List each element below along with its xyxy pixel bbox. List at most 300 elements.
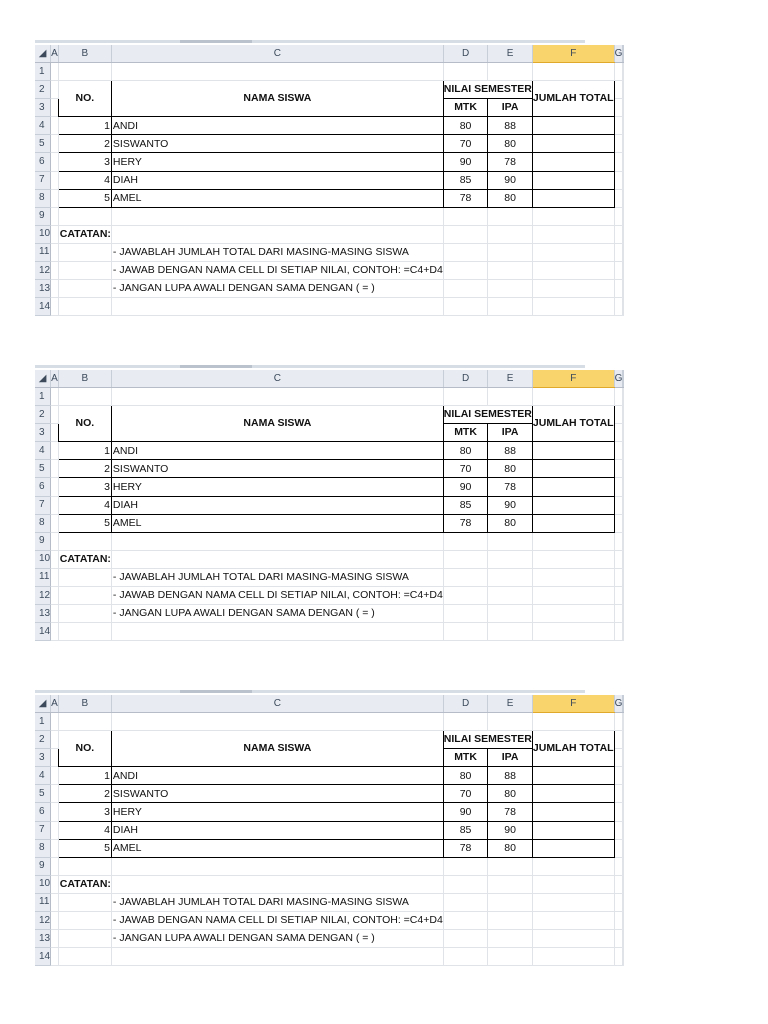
cell[interactable] [51,893,59,911]
cell[interactable] [614,839,623,857]
cell[interactable] [58,388,111,406]
cell[interactable] [51,749,59,767]
cell[interactable] [51,225,59,243]
cell[interactable] [51,424,59,442]
row-header[interactable]: 1 [35,63,51,81]
student-total[interactable] [532,460,614,478]
cell[interactable] [614,171,623,189]
cell[interactable] [614,81,623,99]
student-no[interactable]: 5 [58,189,111,207]
cell[interactable] [623,731,624,749]
student-name[interactable]: SISWANTO [111,135,443,153]
cell[interactable] [51,388,59,406]
cell[interactable] [51,262,59,280]
row-header[interactable]: 1 [35,388,51,406]
cell[interactable] [614,63,623,81]
cell[interactable] [51,785,59,803]
cell[interactable] [623,442,624,460]
row-header[interactable]: 6 [35,803,51,821]
cell[interactable] [623,81,624,99]
cell[interactable] [614,875,623,893]
header-jumlah-total[interactable]: JUMLAH TOTAL [532,731,614,767]
cell[interactable] [623,424,624,442]
cell[interactable] [614,442,623,460]
student-name[interactable]: HERY [111,803,443,821]
student-no[interactable]: 4 [58,821,111,839]
cell[interactable] [488,857,533,875]
row-header[interactable]: 4 [35,767,51,785]
student-no[interactable]: 2 [58,135,111,153]
cell[interactable] [532,298,614,316]
column-header-d[interactable]: D [443,695,488,713]
student-ipa[interactable]: 90 [488,821,533,839]
student-total[interactable] [532,496,614,514]
cell[interactable] [51,117,59,135]
cell[interactable] [443,948,488,966]
cell[interactable] [488,912,533,930]
student-no[interactable]: 4 [58,171,111,189]
student-total[interactable] [532,153,614,171]
cell[interactable] [623,135,624,153]
row-header[interactable]: 4 [35,442,51,460]
cell[interactable] [614,225,623,243]
cell[interactable] [488,550,533,568]
cell[interactable] [111,948,443,966]
cell[interactable] [51,587,59,605]
column-header-d[interactable]: D [443,45,488,63]
cell[interactable] [111,63,443,81]
cell[interactable] [532,388,614,406]
cell[interactable] [443,532,488,550]
column-header-f[interactable]: F [532,695,614,713]
student-total[interactable] [532,839,614,857]
cell[interactable] [623,550,624,568]
cell[interactable] [614,280,623,298]
student-total[interactable] [532,442,614,460]
cell[interactable] [488,207,533,225]
cell[interactable] [111,713,443,731]
row-header[interactable]: 8 [35,189,51,207]
cell[interactable] [51,713,59,731]
student-total[interactable] [532,767,614,785]
student-mtk[interactable]: 70 [443,785,488,803]
cell[interactable] [614,460,623,478]
cell[interactable] [623,117,624,135]
cell[interactable] [51,63,59,81]
cell[interactable] [532,532,614,550]
cell[interactable] [623,225,624,243]
note-line[interactable]: - JAWAB DENGAN NAMA CELL DI SETIAP NILAI, CONTOH: =C4+D4 [111,262,443,280]
student-total[interactable] [532,171,614,189]
cell[interactable] [623,875,624,893]
student-mtk[interactable]: 90 [443,803,488,821]
column-header-e[interactable]: E [488,45,533,63]
student-mtk[interactable]: 85 [443,171,488,189]
header-jumlah-total[interactable]: JUMLAH TOTAL [532,81,614,117]
cell[interactable] [443,713,488,731]
cell[interactable] [111,875,443,893]
row-header[interactable]: 14 [35,948,51,966]
cell[interactable] [614,623,623,641]
cell[interactable] [488,243,533,261]
cell[interactable] [111,388,443,406]
header-mtk[interactable]: MTK [443,99,488,117]
cell[interactable] [623,623,624,641]
student-mtk[interactable]: 80 [443,442,488,460]
student-name[interactable]: SISWANTO [111,785,443,803]
column-header-f[interactable]: F [532,370,614,388]
cell[interactable] [58,912,111,930]
cell[interactable] [532,280,614,298]
header-mtk[interactable]: MTK [443,424,488,442]
column-header-a[interactable]: A [51,370,59,388]
note-line[interactable]: - JANGAN LUPA AWALI DENGAN SAMA DENGAN ( = ) [111,280,443,298]
cell[interactable] [623,839,624,857]
cell[interactable] [51,153,59,171]
student-ipa[interactable]: 88 [488,117,533,135]
cell[interactable] [623,948,624,966]
cell[interactable] [532,207,614,225]
cell[interactable] [488,605,533,623]
student-no[interactable]: 5 [58,514,111,532]
student-no[interactable]: 1 [58,117,111,135]
student-total[interactable] [532,478,614,496]
student-ipa[interactable]: 90 [488,496,533,514]
column-header-e[interactable]: E [488,695,533,713]
cell[interactable] [111,532,443,550]
cell[interactable] [532,225,614,243]
cell[interactable] [111,550,443,568]
cell[interactable] [488,713,533,731]
cell[interactable] [623,243,624,261]
cell[interactable] [532,568,614,586]
cell[interactable] [443,930,488,948]
cell[interactable] [51,207,59,225]
cell[interactable] [614,803,623,821]
row-header[interactable]: 3 [35,99,51,117]
cell[interactable] [488,280,533,298]
cell[interactable] [488,388,533,406]
cell[interactable] [614,406,623,424]
cell[interactable] [51,623,59,641]
cell[interactable] [51,912,59,930]
column-header-g[interactable]: G [614,695,623,713]
cell[interactable] [623,388,624,406]
cell[interactable] [614,749,623,767]
note-line[interactable]: - JANGAN LUPA AWALI DENGAN SAMA DENGAN ( = ) [111,605,443,623]
cell[interactable] [488,623,533,641]
cell[interactable] [623,63,624,81]
cell[interactable] [58,930,111,948]
cell[interactable] [623,912,624,930]
cell[interactable] [614,893,623,911]
cell[interactable] [623,568,624,586]
cell[interactable] [623,821,624,839]
cell[interactable] [51,875,59,893]
row-header[interactable]: 1 [35,713,51,731]
row-header[interactable]: 13 [35,280,51,298]
student-total[interactable] [532,189,614,207]
cell[interactable] [532,587,614,605]
student-total[interactable] [532,785,614,803]
student-no[interactable]: 2 [58,785,111,803]
student-mtk[interactable]: 85 [443,821,488,839]
row-header[interactable]: 14 [35,298,51,316]
student-ipa[interactable]: 80 [488,514,533,532]
cell[interactable] [51,478,59,496]
student-mtk[interactable]: 70 [443,135,488,153]
student-ipa[interactable]: 78 [488,478,533,496]
cell[interactable] [443,63,488,81]
cell[interactable] [623,514,624,532]
student-mtk[interactable]: 78 [443,514,488,532]
row-header[interactable]: 4 [35,117,51,135]
student-name[interactable]: ANDI [111,442,443,460]
cell[interactable] [51,839,59,857]
student-no[interactable]: 1 [58,442,111,460]
column-header-next[interactable] [623,45,624,63]
cell[interactable] [532,262,614,280]
row-header[interactable]: 2 [35,406,51,424]
cell[interactable] [443,605,488,623]
student-mtk[interactable]: 70 [443,460,488,478]
cell[interactable] [532,930,614,948]
cell[interactable] [51,803,59,821]
cell[interactable] [623,298,624,316]
student-total[interactable] [532,803,614,821]
student-name[interactable]: AMEL [111,514,443,532]
cell[interactable] [51,731,59,749]
header-nilai-semester[interactable]: NILAI SEMESTER [443,731,532,749]
note-line[interactable]: - JAWABLAH JUMLAH TOTAL DARI MASING-MASING SISWA [111,568,443,586]
cell[interactable] [623,785,624,803]
cell[interactable] [623,189,624,207]
column-header-c[interactable]: C [111,45,443,63]
cell[interactable] [532,912,614,930]
row-header[interactable]: 3 [35,749,51,767]
cell[interactable] [623,207,624,225]
row-header[interactable]: 12 [35,912,51,930]
cell[interactable] [488,587,533,605]
cell[interactable] [623,496,624,514]
cell[interactable] [623,713,624,731]
cell[interactable] [614,135,623,153]
student-no[interactable]: 1 [58,767,111,785]
cell[interactable] [51,550,59,568]
cell[interactable] [51,605,59,623]
cell[interactable] [623,460,624,478]
column-header-a[interactable]: A [51,45,59,63]
cell[interactable] [488,532,533,550]
cell[interactable] [58,623,111,641]
cell[interactable] [58,280,111,298]
cell[interactable] [532,63,614,81]
student-mtk[interactable]: 85 [443,496,488,514]
header-nama-siswa[interactable]: NAMA SISWA [111,731,443,767]
header-no[interactable]: NO. [58,731,111,767]
cell[interactable] [51,280,59,298]
cell[interactable] [532,713,614,731]
row-header[interactable]: 12 [35,587,51,605]
row-header[interactable]: 10 [35,875,51,893]
row-header[interactable]: 10 [35,550,51,568]
cell[interactable] [614,514,623,532]
student-name[interactable]: SISWANTO [111,460,443,478]
cell[interactable] [623,532,624,550]
cell[interactable] [443,875,488,893]
cell[interactable] [614,388,623,406]
cell[interactable] [614,262,623,280]
cell[interactable] [58,298,111,316]
student-total[interactable] [532,135,614,153]
cell[interactable] [614,912,623,930]
header-jumlah-total[interactable]: JUMLAH TOTAL [532,406,614,442]
header-nilai-semester[interactable]: NILAI SEMESTER [443,81,532,99]
student-ipa[interactable]: 80 [488,189,533,207]
cell[interactable] [111,857,443,875]
row-header[interactable]: 5 [35,785,51,803]
column-header-g[interactable]: G [614,45,623,63]
column-header-a[interactable]: A [51,695,59,713]
student-ipa[interactable]: 80 [488,460,533,478]
column-header-c[interactable]: C [111,370,443,388]
note-line[interactable]: - JAWABLAH JUMLAH TOTAL DARI MASING-MASING SISWA [111,893,443,911]
student-name[interactable]: HERY [111,153,443,171]
student-ipa[interactable]: 78 [488,803,533,821]
row-header[interactable]: 7 [35,496,51,514]
cell[interactable] [614,189,623,207]
cell[interactable] [623,406,624,424]
cell[interactable] [111,207,443,225]
student-name[interactable]: AMEL [111,189,443,207]
cell[interactable] [614,948,623,966]
cell[interactable] [614,605,623,623]
cell[interactable] [51,930,59,948]
cell[interactable] [488,298,533,316]
cell[interactable] [51,857,59,875]
row-header[interactable]: 10 [35,225,51,243]
cell[interactable] [532,875,614,893]
cell[interactable] [614,731,623,749]
student-ipa[interactable]: 80 [488,839,533,857]
cell[interactable] [623,857,624,875]
cell[interactable] [51,171,59,189]
cell[interactable] [623,262,624,280]
cell[interactable] [443,388,488,406]
row-header[interactable]: 8 [35,839,51,857]
cell[interactable] [58,243,111,261]
cell[interactable] [614,99,623,117]
student-mtk[interactable]: 80 [443,767,488,785]
cell[interactable] [614,857,623,875]
student-mtk[interactable]: 90 [443,478,488,496]
cell[interactable] [51,243,59,261]
cell[interactable] [614,478,623,496]
column-header-f[interactable]: F [532,45,614,63]
cell[interactable] [623,587,624,605]
student-name[interactable]: ANDI [111,767,443,785]
cell[interactable] [51,948,59,966]
cell[interactable] [614,207,623,225]
column-header-c[interactable]: C [111,695,443,713]
row-header[interactable]: 7 [35,821,51,839]
row-header[interactable]: 5 [35,135,51,153]
student-no[interactable]: 3 [58,478,111,496]
row-header[interactable]: 12 [35,262,51,280]
cell[interactable] [614,424,623,442]
header-mtk[interactable]: MTK [443,749,488,767]
row-header[interactable]: 8 [35,514,51,532]
row-header[interactable]: 3 [35,424,51,442]
student-mtk[interactable]: 90 [443,153,488,171]
cell[interactable] [488,225,533,243]
cell[interactable] [614,117,623,135]
cell[interactable] [51,135,59,153]
student-name[interactable]: DIAH [111,496,443,514]
student-mtk[interactable]: 80 [443,117,488,135]
row-header[interactable]: 7 [35,171,51,189]
row-header[interactable]: 2 [35,81,51,99]
student-no[interactable]: 3 [58,153,111,171]
cell[interactable] [532,550,614,568]
header-no[interactable]: NO. [58,81,111,117]
cell[interactable] [443,550,488,568]
student-total[interactable] [532,514,614,532]
cell[interactable] [623,280,624,298]
row-header[interactable]: 9 [35,207,51,225]
cell[interactable] [51,568,59,586]
cell[interactable] [488,63,533,81]
row-header[interactable]: 6 [35,153,51,171]
cell[interactable] [58,532,111,550]
cell[interactable] [623,767,624,785]
row-header[interactable]: 5 [35,460,51,478]
cell[interactable] [51,532,59,550]
cell[interactable] [51,514,59,532]
cell[interactable] [51,99,59,117]
student-mtk[interactable]: 78 [443,189,488,207]
column-header-b[interactable]: B [58,695,111,713]
cell[interactable] [58,605,111,623]
cell[interactable] [623,99,624,117]
cell[interactable] [51,81,59,99]
header-nama-siswa[interactable]: NAMA SISWA [111,406,443,442]
cell[interactable] [614,298,623,316]
cell[interactable] [623,478,624,496]
header-nama-siswa[interactable]: NAMA SISWA [111,81,443,117]
cell[interactable] [443,298,488,316]
student-mtk[interactable]: 78 [443,839,488,857]
student-ipa[interactable]: 78 [488,153,533,171]
cell[interactable] [488,948,533,966]
student-total[interactable] [532,117,614,135]
student-ipa[interactable]: 80 [488,785,533,803]
cell[interactable] [58,207,111,225]
notes-title[interactable]: CATATAN: [58,875,111,893]
row-header[interactable]: 9 [35,532,51,550]
cell[interactable] [443,243,488,261]
cell[interactable] [614,243,623,261]
student-name[interactable]: AMEL [111,839,443,857]
cell[interactable] [532,623,614,641]
header-ipa[interactable]: IPA [488,424,533,442]
cell[interactable] [58,713,111,731]
cell[interactable] [488,568,533,586]
cell[interactable] [614,153,623,171]
column-header-b[interactable]: B [58,45,111,63]
cell[interactable] [51,767,59,785]
student-total[interactable] [532,821,614,839]
